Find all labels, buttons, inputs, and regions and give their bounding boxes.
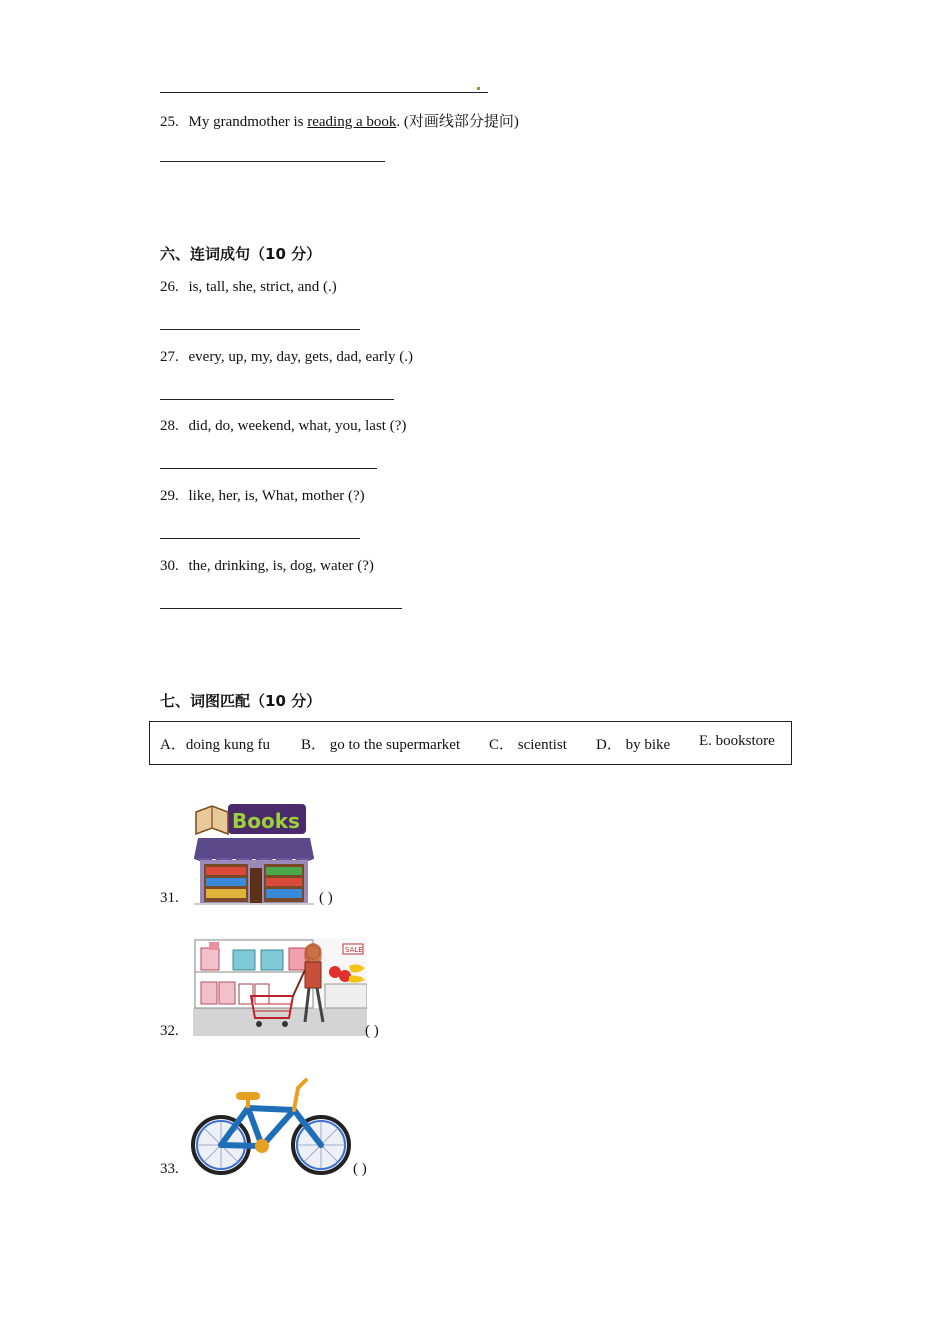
section-title-7: 七、词图匹配（10 分）: [160, 692, 322, 710]
question-30: [160, 558, 374, 575]
answer-blank-32[interactable]: ( ): [365, 1023, 379, 1039]
question-number: 26.: [160, 279, 179, 295]
bookstore-illustration: [192, 800, 316, 905]
question-text: every, up, my, day, gets, dad, early (.): [188, 349, 414, 365]
bicycle-illustration: [190, 1078, 352, 1176]
bicycle-pedal-gear: [255, 1139, 269, 1153]
question-number: 28.: [160, 418, 179, 434]
answer-line-26[interactable]: [160, 329, 360, 330]
answer-line-30[interactable]: [160, 608, 402, 609]
question-28: [160, 418, 406, 435]
question-29: [160, 488, 365, 505]
question-32-number: 32.: [160, 1023, 179, 1039]
question-27: [160, 349, 413, 366]
answer-blank-31[interactable]: ( ): [319, 890, 333, 906]
question-text: My grandmother is: [188, 114, 308, 130]
answer-blank-33[interactable]: ( ): [353, 1161, 367, 1177]
bicycle-seat: [236, 1092, 260, 1100]
question-number: 25.: [160, 114, 179, 130]
section-title-6: 六、连词成句（10 分）: [160, 245, 322, 263]
supermarket-illustration: [193, 938, 367, 1036]
shop-door: [250, 868, 262, 904]
shop-awning: [194, 838, 314, 858]
books-sign-text: Books: [232, 809, 300, 833]
question-text: the, drinking, is, dog, water (?): [188, 558, 374, 574]
question-26: [160, 279, 337, 296]
shelf-books-left: [206, 867, 246, 898]
option-d: D． by bike: [596, 737, 671, 753]
question-33-number: 33.: [160, 1161, 179, 1177]
answer-line-25[interactable]: [160, 161, 385, 162]
question-instruction: . (对画线部分提问): [396, 114, 519, 130]
question-25: [160, 110, 519, 131]
option-a: A．doing kung fu: [160, 737, 270, 753]
question-number: 30.: [160, 558, 179, 574]
question-number: 27.: [160, 349, 179, 365]
question-31-number: 31.: [160, 890, 179, 906]
options-box: [149, 721, 792, 765]
stray-mark: [477, 87, 480, 90]
answer-line-29[interactable]: [160, 538, 360, 539]
svg-text:SALE: SALE: [345, 946, 363, 954]
answer-line-24[interactable]: [160, 92, 488, 93]
bicycle-handlebar: [294, 1080, 306, 1110]
underlined-phrase: reading a book: [307, 114, 397, 130]
question-text: is, tall, she, strict, and (.): [188, 279, 337, 295]
option-e: E. bookstore: [699, 733, 775, 749]
answer-line-27[interactable]: [160, 399, 394, 400]
question-text: like, her, is, What, mother (?): [188, 488, 365, 504]
question-number: 29.: [160, 488, 179, 504]
question-text: did, do, weekend, what, you, last (?): [188, 418, 407, 434]
answer-line-28[interactable]: [160, 468, 377, 469]
option-b: B． go to the supermarket: [301, 737, 461, 753]
shelf-books-right: [266, 867, 302, 898]
option-c: C． scientist: [489, 737, 567, 753]
